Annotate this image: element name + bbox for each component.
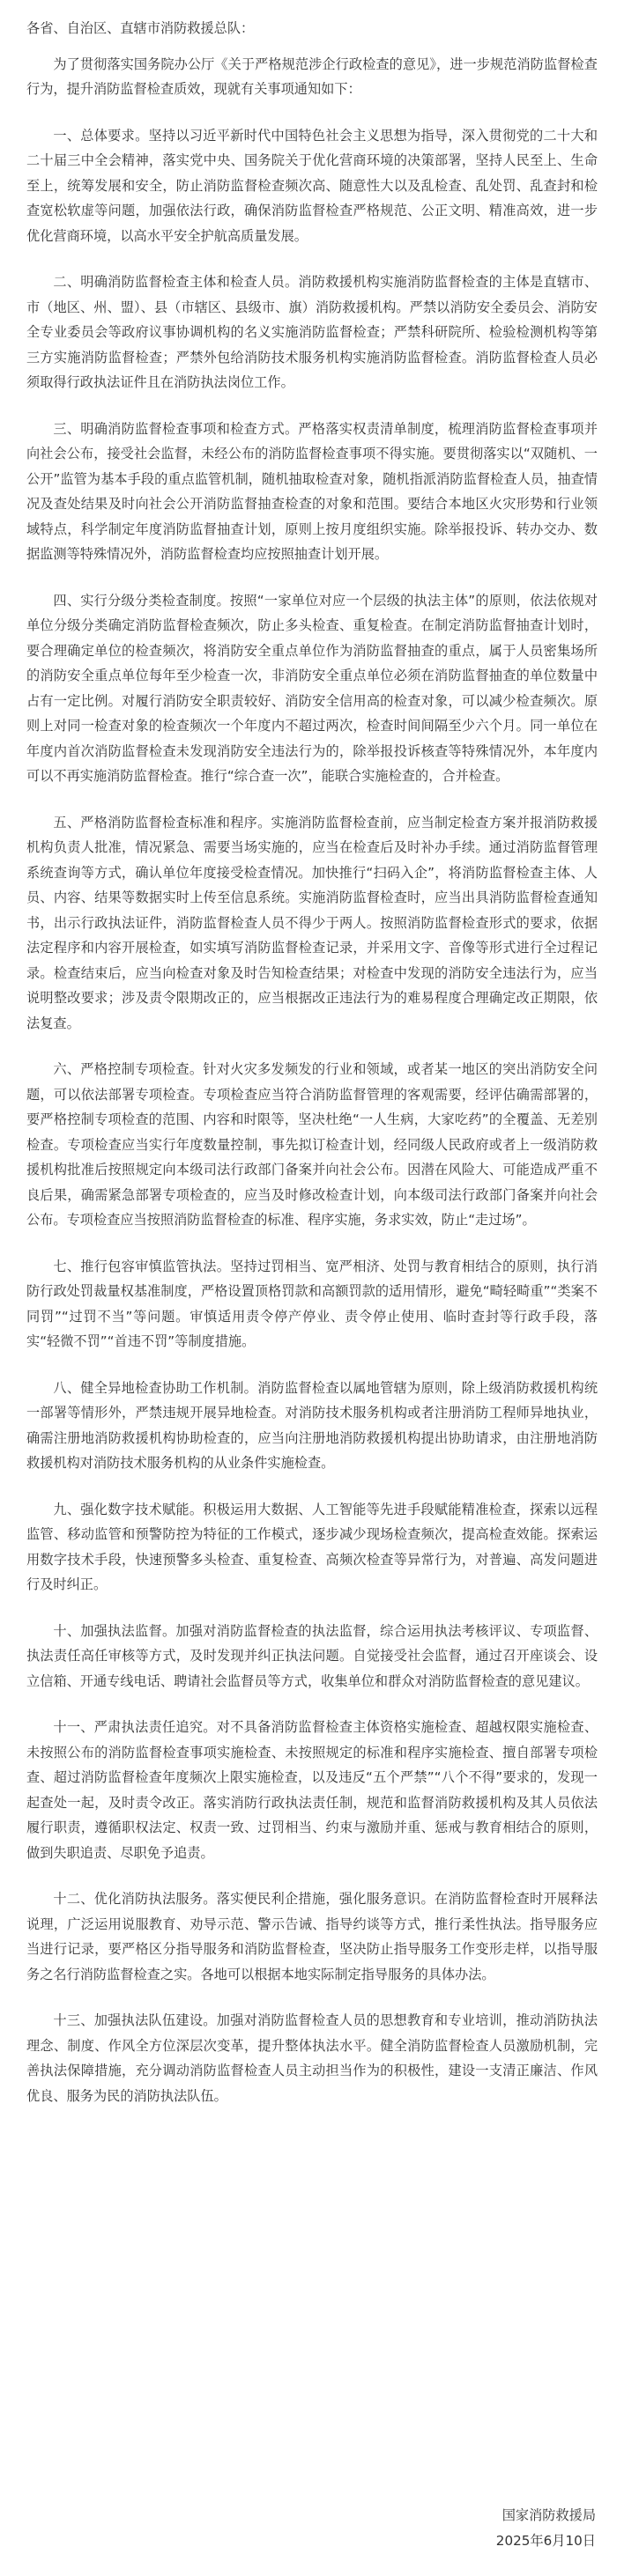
- section-paragraph: 五、严格消防监督检查标准和程序。实施消防监督检查前，应当制定检查方案并报消防救援机构负责人批准，情况紧急、需要当场实施的，应当在检查后及时补办手续。通过消防监督管理系统查询等方式，确认单位年度接受检查情况。加快推行“扫码入企”，将消防监督检查主体、人员、内容、结果等数据实时上传至信息系统。实施消防监督检查时，应当出具消防监督检查通知书，出示行政执法证件，消防监督检查人员不得少于两人。按照消防监督检查形式的要求，依据法定程序和内容开展检查，如实填写消防监督检查记录，并采用文字、音像等形式进行全过程记录。检查结束后，应当向检查对象及时告知检查结果；对检查中发现的消防安全违法行为，应当说明整改要求；涉及责令限期改正的，应当根据改正违法行为的难易程度合理确定改正期限，依法复查。: [26, 814, 598, 1031]
- section-paragraph: 十一、严肃执法责任追究。对不具备消防监督检查主体资格实施检查、超越权限实施检查、未按照公布的消防监督检查事项实施检查、未按照规定的标准和程序实施检查、擅自部署专项检查、超过消防监督检查年度频次上限实施检查，以及违反“五个严禁”“八个不得”要求的，发现一起查处一起，及时责令改正。落实消防行政执法责任制，规范和监督消防救援机构及其人员依法履行职责，遵循职权法定、权责一致、过罚相当、约束与激励并重、惩戒与教育相结合的原则，做到失职追责、尽职免予追责。: [26, 1719, 598, 1861]
- section-paragraph: 四、实行分级分类检查制度。按照“一家单位对应一个层级的执法主体”的原则，依法依规对单位分级分类确定消防监督检查频次，防止多头检查、重复检查。在制定消防监督抽查计划时，要合理确定单位的检查频次，将消防安全重点单位作为消防监督抽查的重点，属于人员密集场所的消防安全重点单位每年至少检查一次，非消防安全重点单位必须在消防监督抽查的单位数量中占有一定比例。对履行消防安全职责较好、消防安全信用高的检查对象，可以减少检查频次。原则上对同一检查对象的检查频次一个年度内不超过两次，检查时间间隔至少六个月。同一单位在年度内首次消防监督检查未发现消防安全违法行为的，除举报投诉核查等特殊情况外，本年度内可以不再实施消防监督检查。推行“综合查一次”，能联合实施检查的，合并检查。: [26, 592, 598, 784]
- section-paragraph: 三、明确消防监督检查事项和检查方式。严格落实权责清单制度，梳理消防监督检查事项并向社会公布，接受社会监督，未经公布的消防监督检查事项不得实施。要贯彻落实以“双随机、一公开”监管为基本手段的重点监管机制，随机抽取检查对象，随机指派消防监督检查人员，抽查情况及查处结果及时向社会公开消防监督抽查检查的对象和范围。要结合本地区火灾形势和行业领域特点，科学制定年度消防监督抽查计划，原则上按月度组织实施。除举报投诉、转办交办、数据监测等特殊情况外，消防监督检查均应按照抽查计划开展。: [26, 420, 598, 562]
- section-paragraph: 七、推行包容审慎监管执法。坚持过罚相当、宽严相济、处罚与教育相结合的原则，执行消防行政处罚裁量权基准制度，严格设置顶格罚款和高额罚款的适用情形，避免“畸轻畸重”“类案不同罚”“过罚不当”等问题。审慎适用责令停产停业、责令停止使用、临时查封等行政手段，落实“轻微不罚”“首违不罚”等制度措施。: [26, 1258, 598, 1349]
- issue-date: 2025年6月10日: [495, 2532, 596, 2549]
- section-paragraph: 八、健全异地检查协助工作机制。消防监督检查以属地管辖为原则，除上级消防救援机构统一部署等情形外，严禁违规开展异地检查。对消防技术服务机构或者注册消防工程师异地执业，确需注册地消防救援机构协助检查的，应当向注册地消防救援机构提出协助请求，由注册地消防救援机构对消防技术服务机构的从业条件实施检查。: [26, 1379, 598, 1471]
- section-paragraph: 十三、加强执法队伍建设。加强对消防监督检查人员的思想教育和专业培训，推动消防执法理念、制度、作风全方位深层次变革，提升整体执法水平。健全消防监督检查人员激励机制，完善执法保障措施，充分调动消防监督检查人员主动担当作为的积极性，建设一支清正廉洁、作风优良、服务为民的消防执法队伍。: [26, 2012, 598, 2104]
- intro-paragraph: 为了贯彻落实国务院办公厅《关于严格规范涉企行政检查的意见》，进一步规范消防监督检查行为，提升消防监督检查质效，现就有关事项通知如下：: [26, 55, 598, 97]
- issuing-organization: 国家消防救援局: [501, 2507, 596, 2523]
- signature-block: [496, 2503, 596, 2553]
- section-paragraph: 一、总体要求。坚持以习近平新时代中国特色社会主义思想为指导，深入贯彻党的二十大和二十届三中全会精神，落实党中央、国务院关于优化营商环境的决策部署，坚持人民至上、生命至上，统筹发展和安全，防止消防监督检查频次高、随意性大以及乱检查、乱处罚、乱查封和检查宽松软虚等问题，加强依法行政，确保消防监督检查严格规范、公正文明、精准高效，进一步优化营商环境，以高水平安全护航高质量发展。: [26, 127, 598, 244]
- section-paragraph: 十、加强执法监督。加强对消防监督检查的执法监督，综合运用执法考核评议、专项监督、执法责任高任审核等方式，及时发现并纠正执法问题。自觉接受社会监督，通过召开座谈会、设立信箱、开通专线电话、聘请社会监督员等方式，收集单位和群众对消防监督检查的意见建议。: [26, 1622, 598, 1689]
- section-paragraph: 二、明确消防监督检查主体和检查人员。消防救援机构实施消防监督检查的主体是直辖市、市（地区、州、盟）、县（市辖区、县级市、旗）消防救援机构。严禁以消防安全委员会、消防安全专业委员会等政府议事协调机构的名义实施消防监督检查；严禁科研院所、检验检测机构等第三方实施消防监督检查；严禁外包给消防技术服务机构实施消防监督检查。消防监督检查人员必须取得行政执法证件且在消防执法岗位工作。: [26, 274, 598, 390]
- section-paragraph: 六、严格控制专项检查。针对火灾多发频发的行业和领域，或者某一地区的突出消防安全问题，可以依法部署专项检查。专项检查应当符合消防监督管理的客观需要，经评估确需部署的，要严格控制专项检查的范围、内容和时限等，坚决杜绝“一人生病，大家吃药”的全覆盖、无差别检查。专项检查应当实行年度数量控制，事先拟订检查计划，经同级人民政府或者上一级消防救援机构批准后按照规定向本级司法行政部门备案并向社会公布。因潜在风险大、可能造成严重不良后果，确需紧急部署专项检查的，应当及时修改检查计划，向本级司法行政部门备案并向社会公布。专项检查应当按照消防监督检查的标准、程序实施，务求实效，防止“走过场”。: [26, 1061, 598, 1228]
- addressee: 各省、自治区、直辖市消防救援总队：: [26, 20, 255, 36]
- section-paragraph: 九、强化数字技术赋能。积极运用大数据、人工智能等先进手段赋能精准检查，探索以远程监管、移动监管和预警防控为特征的工作模式，逐步减少现场检查频次，提高检查效能。探索运用数字技术手段，快速预警多头检查、重复检查、高频次检查等异常行为，对普遍、高发问题进行及时纠正。: [26, 1501, 598, 1592]
- section-paragraph: 十二、优化消防执法服务。落实便民利企措施，强化服务意识。在消防监督检查时开展释法说理，广泛运用说服教育、劝导示范、警示告诫、指导约谈等方式，推行柔性执法。指导服务应当进行记录，要严格区分指导服务和消防监督检查，坚决防止指导服务工作变形走样，以指导服务之名行消防监督检查之实。各地可以根据本地实际制定指导服务的具体办法。: [26, 1891, 598, 1982]
